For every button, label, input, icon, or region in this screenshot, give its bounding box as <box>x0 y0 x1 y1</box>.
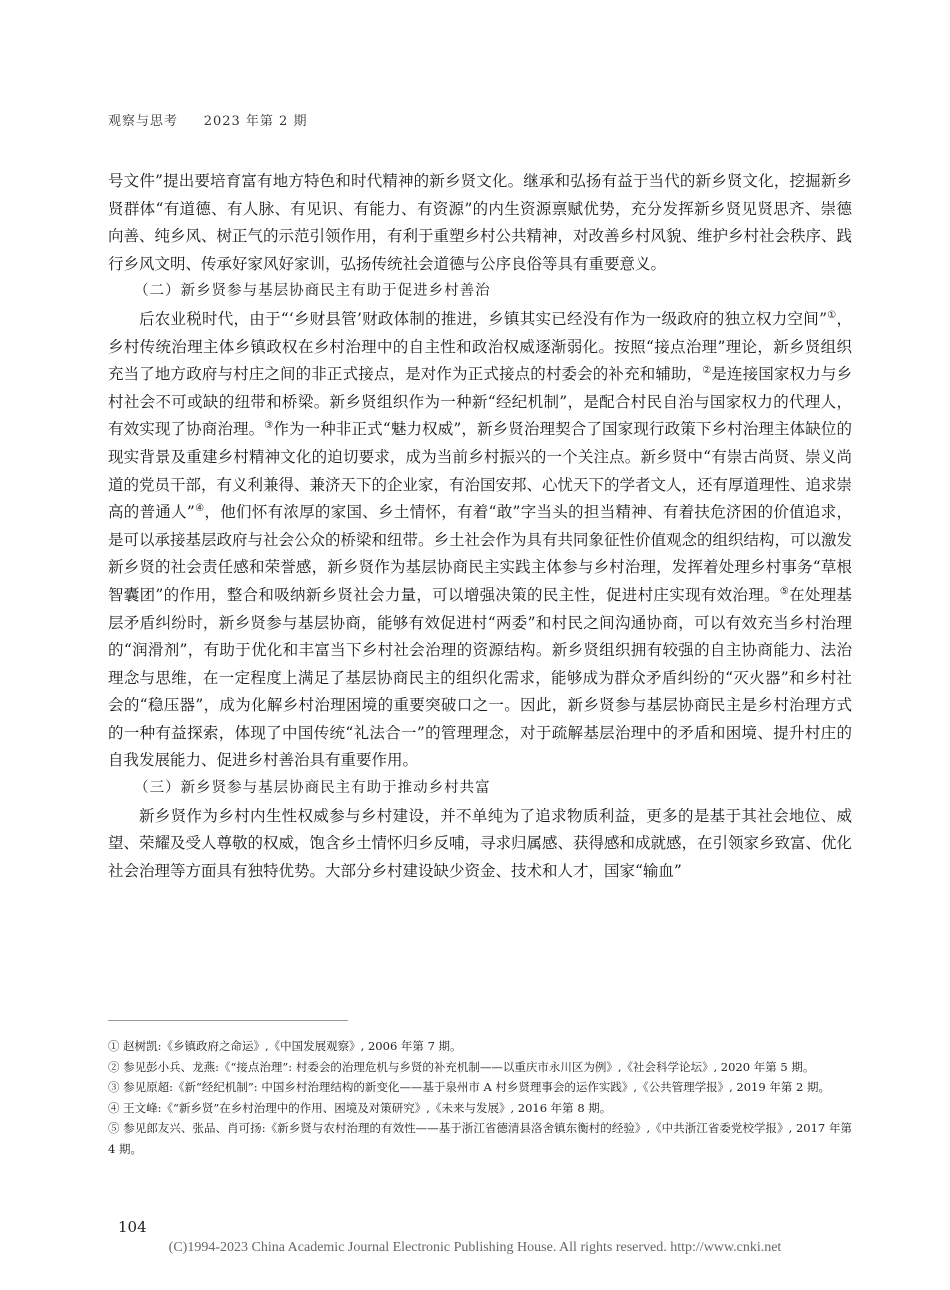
section-heading: （三）新乡贤参与基层协商民主有助于推动乡村共富 <box>134 780 491 797</box>
copyright-notice: (C)1994-2023 China Academic Journal Electronic Publishing House. All rights reserved. http://www.cnki.net <box>168 1240 782 1255</box>
footnote: ① 赵树凯:《乡镇政府之命运》,《中国发展观察》, 2006 年第 7 期。 <box>108 1039 462 1053</box>
running-header <box>108 110 307 129</box>
footnote: ③ 参见原超:《新“经纪机制”: 中国乡村治理结构的新变化——基于泉州市 A 村乡贤理事会的运作实践》,《公共管理学报》, 2019 年第 2 期。 <box>108 1080 830 1094</box>
footnote: ⑤ 参见郎友兴、张品、肖可扬:《新乡贤与农村治理的有效性——基于浙江省德清县洛舍镇东衡村的经验》,《中共浙江省委党校学报》, 2017 年第 4 期。 <box>108 1121 852 1156</box>
footnote-ref[interactable]: ⑤ <box>779 585 790 597</box>
footnote: ④ 王文峰:《“新乡贤”在乡村治理中的作用、困境及对策研究》,《未来与发展》, 2016 年第 8 期。 <box>108 1100 612 1115</box>
article-body <box>108 168 852 885</box>
footnote-divider <box>108 1020 348 1021</box>
paragraph: 新乡贤作为乡村内生性权威参与乡村建设，并不单纯为了追求物质利益，更多的是基于其社会地位、威望、荣耀及受人尊敬的权威，饱含乡土情怀归乡反哺，寻求归属感、获得感和成就感，在引领家乡致富、优化社会治理等方面具有独特优势。大部分乡村建设缺少资金、技术和人才，国家“输血” <box>108 806 853 880</box>
paragraph: 后农业税时代，由于“‘乡财县管’财政体制的推进，乡镇其实已经没有作为一级政府的独立权力空间”①，乡村传统治理主体乡镇政权在乡村治理中的自主性和政治权威逐渐弱化。按照“接点治理”理论，新乡贤组织充当了地方政府与村庄之间的非正式接点，是对作为正式接点的村委会的补充和辅助，②是连接国家权力与乡村社会不可或缺的纽带和桥梁。新乡贤组织作为一种新“经纪机制”，是配合村民自治与国家权力的代理人，有效实现了协商治理。③作为一种非正式“魅力权威”，新乡贤治理契合了国家现行政策下乡村治理主体缺位的现实背景及重建乡村精神文化的迫切要求，成为当前乡村振兴的一个关注点。新乡贤中“有崇古尚贤、崇义尚道的党员干部，有义利兼得、兼济天下的企业家，有治国安邦、心忧天下的学者文人，还有厚道理性、追求崇高的普通人”④，他们怀有浓厚的家国、乡土情怀，有着“敢”字当头的担当精神、有着扶危济困的价值追求，是可以承接基层政府与社会公众的桥梁和纽带。乡土社会作为具有共同象征性价值观念的组织结构，可以激发新乡贤的社会责任感和荣誉感，新乡贤作为基层协商民主实践主体参与乡村治理，发挥着处理乡村事务“草根智囊团”的作用，整合和吸纳新乡贤社会力量，可以增强决策的民主性，促进村庄实现有效治理。⑤在处理基层矛盾纠纷时，新乡贤参与基层协商，能够有效促进村“两委”和村民之间沟通协商，可以有效充当乡村治理的“润滑剂”，有助于优化和丰富当下乡村社会治理的资源结构。新乡贤组织拥有较强的自主协商能力、法治理念与思维，在一定程度上满足了基层协商民主的组织化需求，能够成为群众矛盾纠纷的“灭火器”和乡村社会的“稳压器”，成为化解乡村治理困境的重要突破口之一。因此，新乡贤参与基层协商民主是乡村治理方式的一种有益探索，体现了中国传统“礼法合一”的管理理念，对于疏解基层治理中的矛盾和困境、提升村庄的自我发展能力、促进乡村善治具有重要作用。 <box>108 309 853 770</box>
section-heading: （二）新乡贤参与基层协商民主有助于促进乡村善治 <box>134 283 491 300</box>
footnote-ref[interactable]: ② <box>702 365 712 377</box>
footnote-ref[interactable]: ④ <box>194 503 205 515</box>
journal-name: 观察与思考 <box>108 114 179 129</box>
paragraph: 号文件”提出要培育富有地方特色和时代精神的新乡贤文化。继承和弘扬有益于当代的新乡贤文化，挖掘新乡贤群体“有道德、有人脉、有见识、有能力、有资源”的内生资源禀赋优势，充分发挥新乡贤见贤思齐、崇德向善、纯乡风、树正气的示范引领作用，有利于重塑乡村公共精神，对改善乡村风貌、维护乡村社会秩序、践行乡风文明、传承好家风好家训，弘扬传统社会道德与公序良俗等具有重要意义。 <box>108 172 853 273</box>
footnote-ref[interactable]: ① <box>827 309 837 321</box>
footnote: ② 参见彭小兵、龙燕:《“接点治理”: 村委会的治理危机与乡贤的补充机制——以重庆市永川区为例》,《社会科学论坛》, 2020 年第 5 期。 <box>108 1059 815 1074</box>
footnotes <box>108 1036 852 1159</box>
page-number: 104 <box>118 1218 147 1236</box>
footnote-ref[interactable]: ③ <box>264 420 274 432</box>
issue-label: 2023 年第 2 期 <box>203 114 308 129</box>
